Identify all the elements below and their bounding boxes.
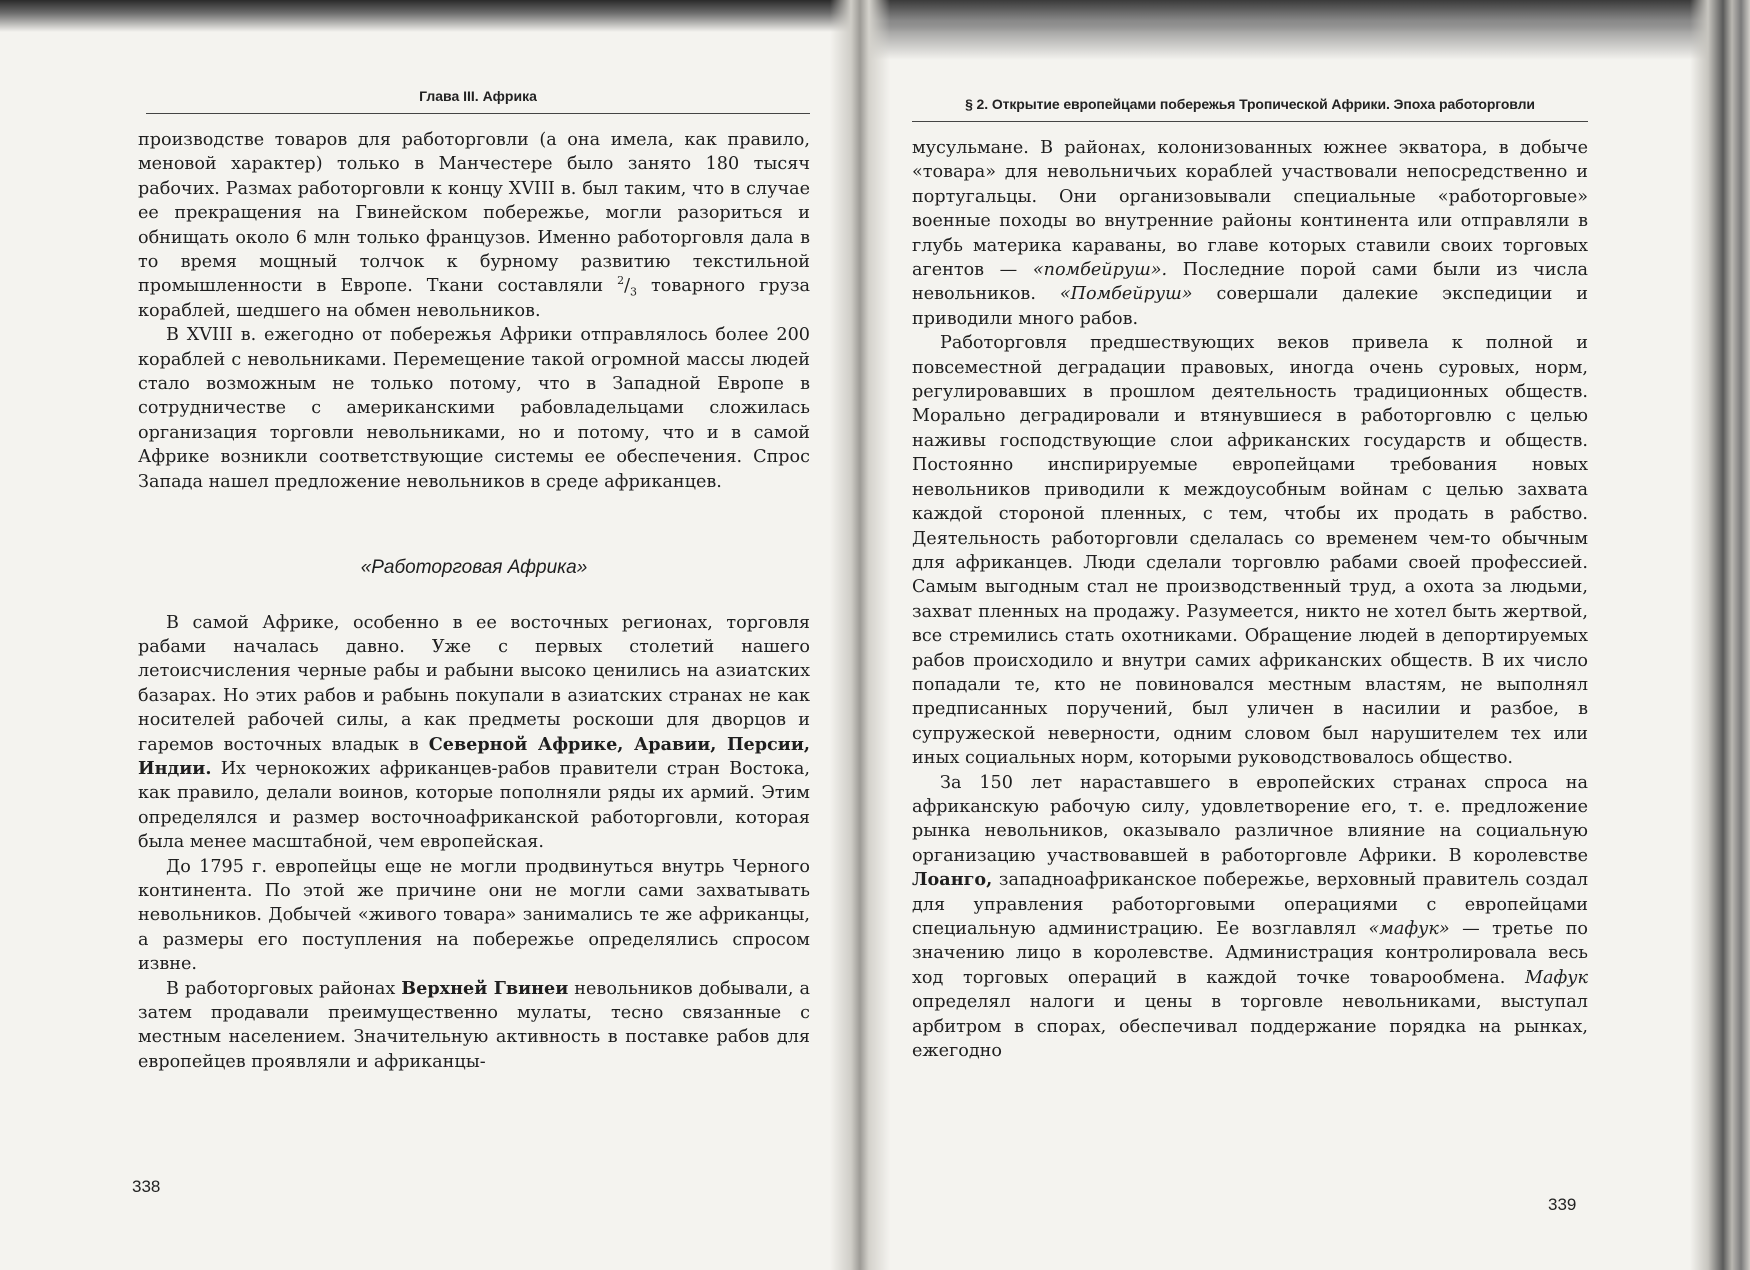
section-title: «Работорговая Африка» [360, 557, 588, 579]
paragraph: Работорговля предшествующих веков привела к полной и повсеместной деградации правовых, иногда очень суровых, норм, регулировавших в прошлом деятельность традиционных обществ. Морально деградировали и втянувшиеся в работорговлю с целью наживы господствующие слои африканских государств и обществ. Постоянно инспирируемые европейцами требования новых невольников приводили к междоусобным войнам с целью захвата каждой стороной пленных, с тем, чтобы их продать в рабство. Деятельность работорговли сделалась со временем чем-то обычным для африканцев. Люди сделали торговлю рабами своей профессией. Самым выгодным стал не производственный труд, а охота за людьми, захват пленных на продажу. Разумеется, никто не хотел быть жертвой, все стремились стать охотниками. Обращение людей в депортируемых рабов происходило и внутри самих африканских обществ. В их число попадали те, кто не повиновался местным властям, не выполнял предписанных поручений, был уличен в насилии и разбое, в супружеской неверности, одним словом был нарушителем тех или иных социальных норм, которыми руководствовалось общество. [912, 333, 1588, 769]
right-body-text [912, 136, 1588, 1063]
paragraph: До 1795 г. европейцы еще не могли продвинуться внутрь Черного континента. По этой же причине они не могли сами захватывать невольников. Добычей «живого товара» занимались те же африканцы, а размеры его поступления на побережье определялись спросом извне. [138, 856, 810, 975]
header-rule [912, 121, 1588, 122]
book-gutter [830, 0, 890, 1270]
page-number-right: 339 [1548, 1195, 1577, 1214]
paragraph: В самой Африке, особенно в ее восточных регионах, торговля рабами началась давно. Уже с первых столетий нашего летоисчисления черные рабы и рабыни высоко ценились на азиатских базарах. Но этих рабов и рабынь покупали в азиатских странах не как носителей рабочей силы, а как предметы роскоши для дворцов и гаремов восточных владык в Северной Африке, Аравии, Персии, Индии. Их чернокожих африканцев-рабов правители стран Востока, как правило, делали воинов, которые пополняли ряды их армий. Этим определялся и размер восточноафриканской работорговли, которая была менее масштабной, чем европейская. [138, 612, 811, 853]
page-number-left: 338 [132, 1177, 161, 1196]
left-header-text: Глава III. Африка [419, 88, 537, 104]
fraction-denominator: 3 [630, 285, 638, 299]
paragraph: За 150 лет нараставшего в европейских странах спроса на африканскую рабочую силу, удовлетворение его, т. е. предложение рынка невольников, оказывало различное влияние на социальную организацию участвовавшей в работорговле Африки. В королевстве Лоанго, западноафриканское побережье, верховный правитель создал для управления работорговыми операциями с европейцами специальную администрацию. Ее возглавлял «мафук» — третье по значению лицо в королевстве. Администрация контролировала весь ход торговых операций в каждой точке товарообмена. Мафук определял налоги и цены в торговле невольниками, выступал арбитром в спорах, обеспечивал поддержание порядка на рынках, ежегодно [912, 772, 1589, 1062]
page-edge-shadow [1690, 0, 1750, 1270]
right-header-text: § 2. Открытие европейцами побережья Тропической Африки. Эпоха работорговли [965, 96, 1535, 112]
paragraph: производстве товаров для работорговли (а она имела, как правило, меновой характер) только в Манчестере было занято 180 тысяч рабочих. Размах работорговли к концу XVIII в. был таким, что в случае ее прекращения на Гвинейском побережье, могли разориться и обнищать около 6 млн только французов. Именно работорговля дала в то время мощный толчок к бурному развитию текстильной промышленности в Европе. Ткани составляли $^2/_3$ товарного груза кораблей, шедшего на обмен невольников. [138, 130, 811, 321]
right-running-header [912, 96, 1588, 122]
left-running-header [146, 88, 810, 114]
header-rule [146, 113, 810, 114]
right-page [912, 96, 1588, 1063]
left-page [138, 88, 810, 1074]
left-body-text [138, 128, 810, 1074]
paragraph: В работорговых районах Верхней Гвинеи невольников добывали, а затем продавали преимущественно мулаты, тесно связанные с местным населением. Значительную активность в поставке рабов для европейцев проявляли и африканцы- [138, 977, 810, 1072]
paragraph: мусульмане. В районах, колонизованных южнее экватора, в добыче «товара» для невольничьих кораблей участвовали непосредственно и португальцы. Они организовывали специальные «работорговые» военные походы во внутренние районы континента или отправляли в глубь материка караваны, во главе которых ставили своих торговых агентов — «помбейруш». Последние порой сами были из числа невольников. «Помбейруш» совершали далекие экспедиции и приводили много рабов. [912, 138, 1589, 329]
paragraph: В XVIII в. ежегодно от побережья Африки отправлялось более 200 кораблей с невольниками. Перемещение такой огромной массы людей стало возможным не только потому, что в Западной Европе в сотрудничестве с американскими рабовладельцами сложилась организация торговли невольниками, но и потому, что и в самой Африке возникли соответствующие системы ее обеспечения. Спрос Запада нашел предложение невольников в среде африканцев. [138, 325, 810, 492]
scan-top-shadow-right [860, 0, 1750, 60]
fraction-numerator: 2 [617, 274, 625, 288]
